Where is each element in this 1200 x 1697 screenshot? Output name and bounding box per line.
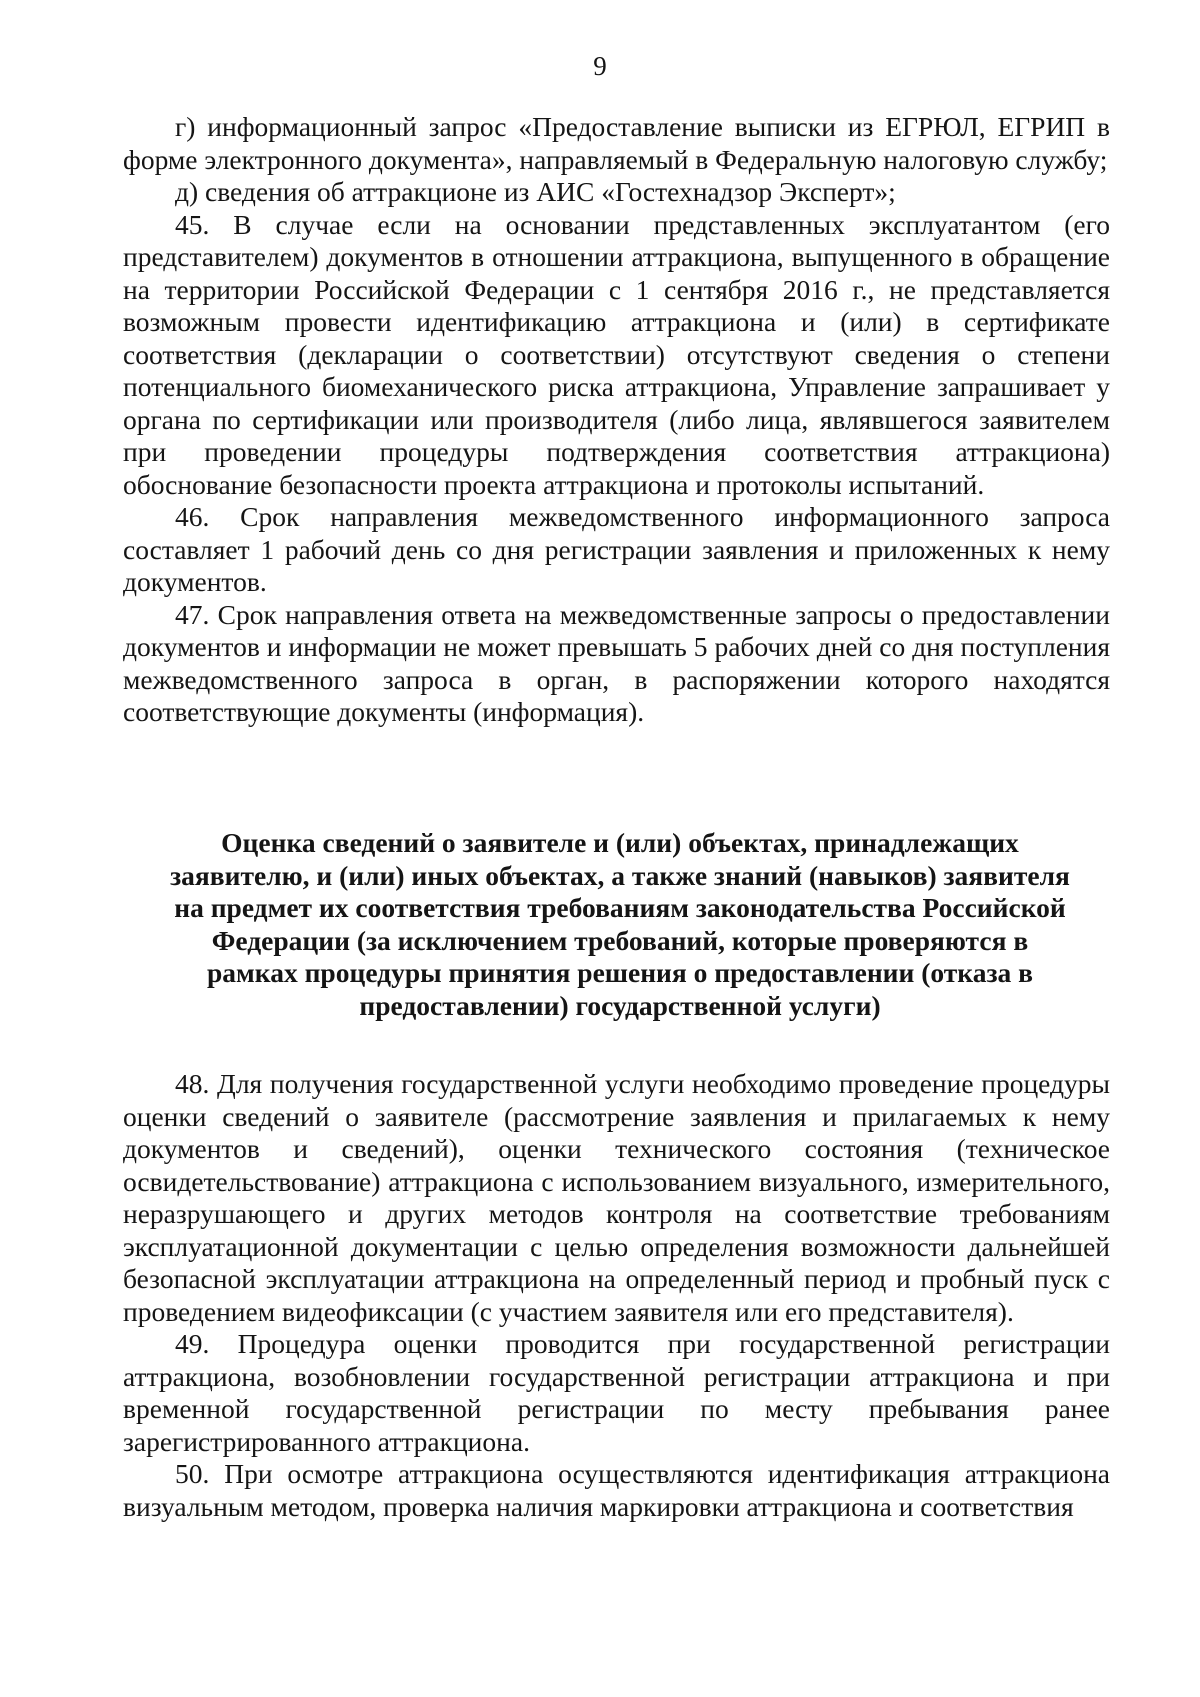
paragraph-47: 47. Срок направления ответа на межведомственные запросы о предоставлении документов и информации не может превышать 5 рабочих дней со дня поступления межведомственного запроса в орган, в распоряжении которого находятся соответствующие документы (информация).: [123, 598, 1110, 727]
paragraph-48: 48. Для получения государственной услуги необходимо проведение процедуры оценки сведений о заявителе (рассмотрение заявления и прилагаемых к нему документов и сведений), оценки технического состояния (техническое освидетельствование) аттракциона с использованием визуального, измерительного, неразрушающего и других методов контроля на соответствие требованиям эксплуатационной документации с целью определения возможности дальнейшей безопасной эксплуатации аттракциона на определенный период и пробный пуск с проведением видеофиксации (с участием заявителя или его представителя).: [123, 1068, 1110, 1327]
page-number: 9: [593, 51, 607, 81]
paragraph-49: 49. Процедура оценки проводится при государственной регистрации аттракциона, возобновлении государственной регистрации аттракциона и при временной государственной регистрации по месту пребывания ранее зарегистрированного аттракциона.: [123, 1328, 1110, 1457]
paragraph-46: 46. Срок направления межведомственного информационного запроса составляет 1 рабочий день со дня регистрации заявления и приложенных к нему документов.: [123, 501, 1110, 597]
section-heading: Оценка сведений о заявителе и (или) объектах, принадлежащих заявителю, и (или) иных объектах, а также знаний (навыков) заявителя на предмет их соответствия требованиям законодательства Российской Федерации (за исключением требований, которые проверяются в рамках процедуры принятия решения о предоставлении (отказа в предоставлении) государственной услуги): [170, 827, 1070, 1021]
top-text-block: [123, 111, 1110, 729]
paragraph-50: 50. При осмотре аттракциона осуществляются идентификация аттракциона визуальным методом, проверка наличия маркировки аттракциона и соответствия: [123, 1458, 1110, 1522]
paragraph-item-g: г) информационный запрос «Предоставление выписки из ЕГРЮЛ, ЕГРИП в форме электронного документа», направляемый в Федеральную налоговую службу;: [123, 111, 1110, 175]
bottom-text-block: [123, 1068, 1110, 1523]
paragraph-item-d: д) сведения об аттракционе из АИС «Гостехнадзор Эксперт»;: [175, 176, 896, 207]
paragraph-45: 45. В случае если на основании представленных эксплуатантом (его представителем) документов в отношении аттракциона, выпущенного в обращение на территории Российской Федерации с 1 сентября 2016 г., не представляется возможным провести идентификацию аттракциона и (или) в сертификате соответствия (декларации о соответствии) отсутствуют сведения о степени потенциального биомеханического риска аттракциона, Управление запрашивает у органа по сертификации или производителя (либо лица, являвшегося заявителем при проведении процедуры подтверждения соответствия аттракциона) обоснование безопасности проекта аттракциона и протоколы испытаний.: [123, 208, 1110, 500]
